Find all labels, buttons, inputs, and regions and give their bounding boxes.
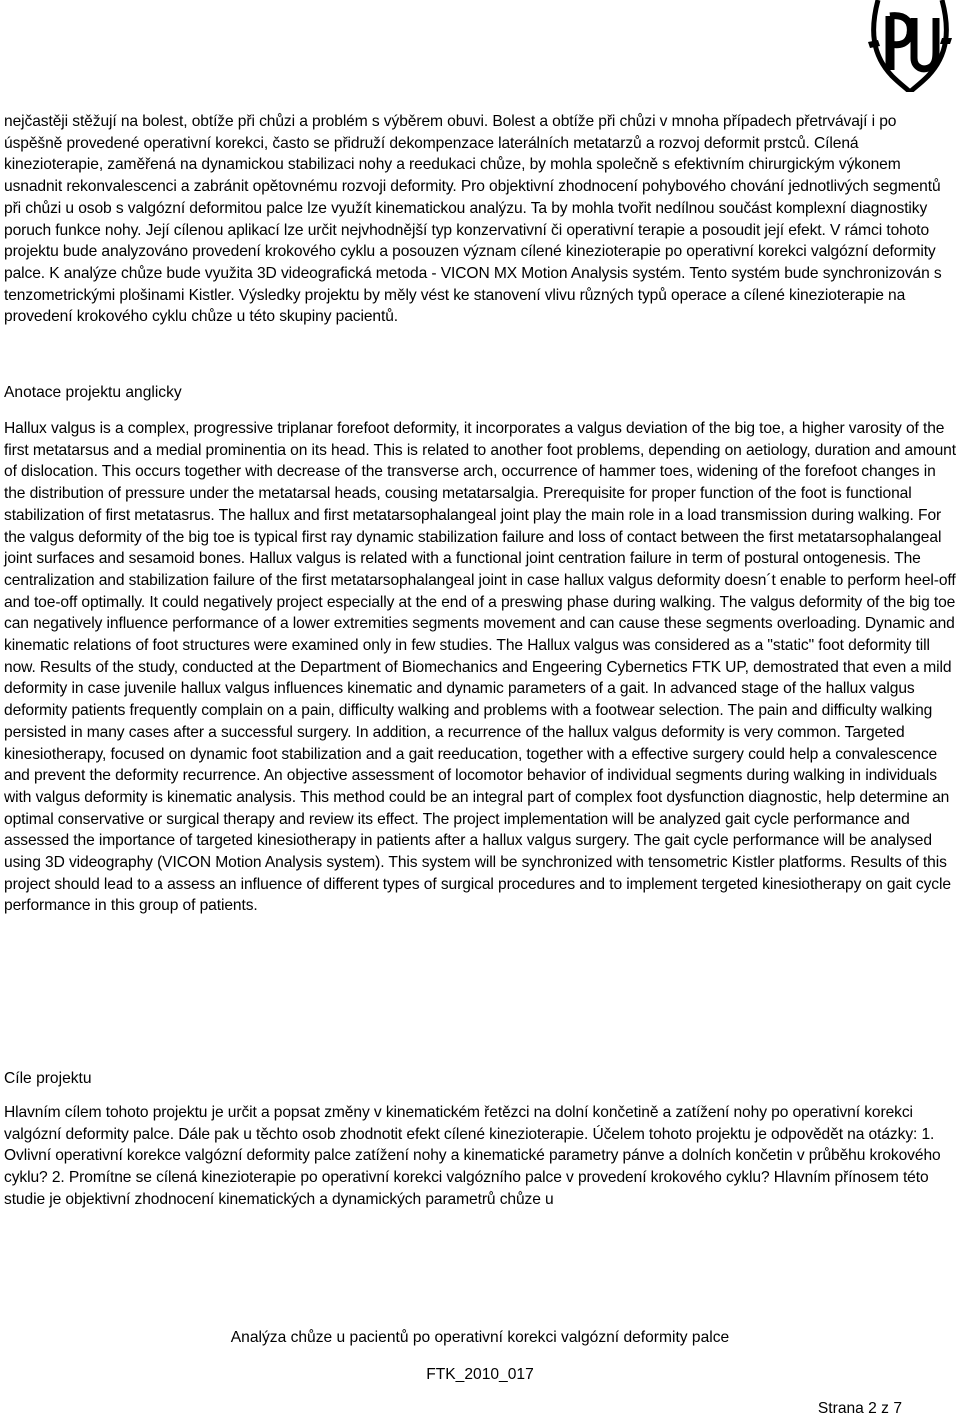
- english-annotation-paragraph: Hallux valgus is a complex, progressive triplanar forefoot deformity, it incorporates a valgus deviation of the big toe, a higher varosity of the first metatarsus and a medial prominentia on its head. This is related to another foot problems, depending on aetiology, duration and amount of dislocation. This occurs together with decrease of the transverse arch, occurrence of hammer toes, widening of the forefoot changes in the distribution of pressure under the metatarsal heads, cousing metatarsalgia. Prerequisite for proper function of the foot is functional stabilization of first metatasrus. The hallux and first metatarsophalangeal joint play the main role in a load transmission during walking. For the valgus deformity of the big toe is typical first ray dynamic stabilization failure and loss of contact between the first metatarsophalangeal joint surfaces and sesamoid bones. Hallux valgus is related with a functional joint centration failure in term of postural ontogenesis. The centralization and stabilization failure of the first metatarsophalangeal joint in case hallux valgus deformity doesn´t enable to perform heel-off and toe-off optimally. It could negatively project especially at the end of a preswing phase during walking. The valgus deformity of the big toe can negatively influence performance of a lower extremities segments movement and can cause these segments overloading. Dynamic and kinematic relations of foot structures were examined only in few studies. The Hallux valgus was considered as a "static" foot deformity till now. Results of the study, conducted at the Department of Biomechanics and Engeering Cybernetics FTK UP, demostrated that even a mild deformity in case juvenile hallux valgus influences kinematic and dynamic parameters of a gait. In advanced stage of the hallux valgus deformity patients frequently complain on a pain, difficulty walking and problems with a footwear selection. The pain and difficulty walking persisted in many cases after a successful surgery. In addition, a recurrence of the hallux valgus deformity is very common. Targeted kinesiotherapy, focused on dynamic foot stabilization and a gait reeducation, together with a effective surgery could help a convalescence and prevent the deformity recurrence. An objective assessment of locomotor behavior of individual segments during walking in individuals with valgus deformity is kinematic analysis. This method could be an integral part of complex foot dysfunction diagnostic, help determine an optimal conservative or surgical therapy and review its effect. The project implementation will be analyzed gait cycle performance and assessed the importance of targeted kinesiotherapy in patients after a hallux valgus surgery. The gait cycle performance will be analysed using 3D videography (VICON Motion Analysis system). This system will be synchronized with tensometric Kistler platforms. Results of this project should lead to a assess an influence of different types of surgical procedures and to implement tergeted kinesiotherapy on gait cycle performance in this group of patients.: [4, 420, 956, 915]
- page-number: Strana 2 z 7: [817, 1400, 902, 1417]
- university-logo-icon: [850, 0, 960, 92]
- english-annotation-heading: Anotace projektu anglicky: [4, 384, 182, 401]
- czech-annotation-paragraph: nejčastěji stěžují na bolest, obtíže při chůzi a problém s výběrem obuvi. Bolest a obtíže při chůzi v mnoha případech přetrvávají i po úspěšně provedené operativní korekci, často se přidruží dekompenzace laterálních metatarzů a rozvoj deformit prstců. Cílená kinezioterapie, zaměřená na dynamickou stabilizaci nohy a reedukaci chůze, by mohla společně s efektivním chirurgickým výkonem usnadnit rekonvalescenci a zabránit opětovnému rozvoji deformity. Pro objektivní zhodnocení pohybového chování jednotlivých segmentů při chůzi u osob s valgózní deformitou palce lze využít kinematickou analýzu. Ta by mohla tvořit nedílnou součást komplexní diagnostiky poruch funkce nohy. Její cílenou aplikací lze určit nejvhodnější typ konzervativní či operativní terapie a posoudit její efekt. V rámci tohoto projektu bude analyzováno provedení krokového cyklu a posouzen význam cílené kinezioterapie po operativní korekci valgózní deformity palce. K analýze chůze bude využita 3D videografická metoda - VICON MX Motion Analysis systém. Tento systém bude synchronizován s tenzometrickými plošinami Kistler. Výsledky projektu by měly vést ke stanovení vlivu různých typů operace a cílené kinezioterapie na provedení krokového cyklu chůze u této skupiny pacientů.: [4, 113, 942, 326]
- footer-project-code: FTK_2010_017: [426, 1366, 534, 1383]
- project-goals-paragraph: Hlavním cílem tohoto projektu je určit a popsat změny v kinematickém řetězci na dolní končetině a zatížení nohy po operativní korekci valgózní deformity palce. Dále pak u těchto osob zhodnotit efekt cílené kinezioterapie. Účelem tohoto projektu je odpovědět na otázky: 1. Ovlivní operativní korekce valgózní deformity palce zatížení nohy a kinematické parametry pánve a dolních končetin v průběhu krokového cyklu? 2. Promítne se cílená kinezioterapie po operativní korekci valgózního palce v provedení krokového cyklu? Hlavním přínosem této studie je objektivní zhodnocení kinematických a dynamických parametrů chůze u: [4, 1104, 941, 1208]
- university-seal-icon: [850, 0, 960, 92]
- footer-project-title: Analýza chůze u pacientů po operativní korekci valgózní deformity palce: [230, 1329, 730, 1346]
- project-goals-heading: Cíle projektu: [4, 1070, 92, 1087]
